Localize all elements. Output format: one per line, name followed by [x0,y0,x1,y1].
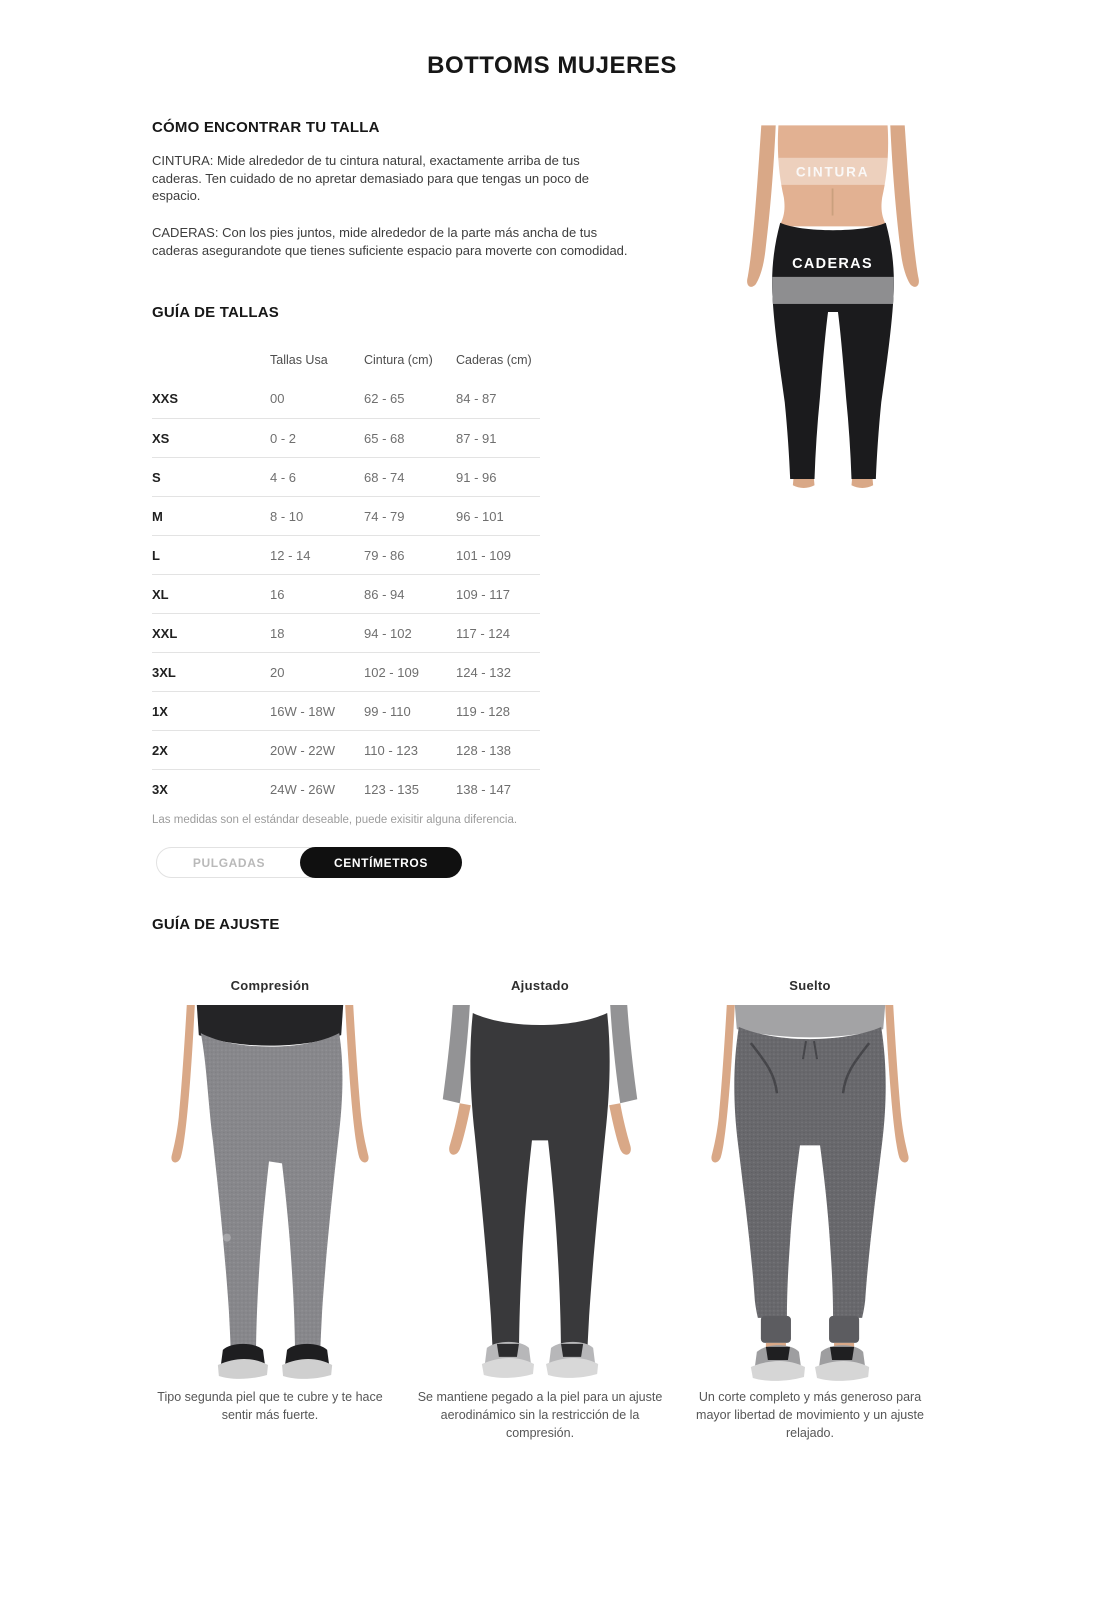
size-cell: 1X [152,703,168,719]
waist-cell: 102 - 109 [364,664,419,680]
hips-cell: 101 - 109 [456,547,511,563]
size-cell: XXL [152,625,178,641]
inches-toggle-button[interactable]: PULGADAS [192,855,266,870]
table-row [152,457,540,496]
units-toggle [156,847,462,878]
fit-guide-row [135,978,945,1442]
size-table-heading: GUÍA DE TALLAS [152,304,279,321]
size-cell: XXS [152,391,179,406]
hips-cell: 119 - 128 [456,703,510,719]
usa-cell: 20 [270,664,285,680]
table-row [152,535,540,574]
fit-column-fitted [405,978,675,1442]
hips-cell: 128 - 138 [456,742,511,758]
table-row [152,652,540,691]
usa-cell: 18 [270,625,285,641]
hips-cell: 91 - 96 [456,469,497,485]
hips-band-label: CADERAS [792,255,873,272]
size-cell: L [152,547,160,563]
table-row [152,691,540,730]
waist-cell: 79 - 86 [364,547,405,563]
loose-fit-image [704,1005,916,1381]
waist-cell: 62 - 65 [364,391,405,406]
table-row [152,379,540,418]
fit-label: Suelto [789,978,831,993]
size-cell: S [152,469,161,485]
size-table-header-row [152,340,540,379]
usa-cell: 16 [270,586,285,602]
hips-cell: 117 - 124 [456,625,510,641]
table-row [152,574,540,613]
measurement-figure-image [727,122,939,494]
waist-instructions: CINTURA: Mide alrededor de tu cintura natural, exactamente arriba de tus caderas. Ten cuidado de no apretar demasiado para que tengas un poco de espacio. [152,153,590,203]
hips-cell: 124 - 132 [456,664,511,680]
waist-cell: 123 - 135 [364,781,419,797]
size-cell: 2X [152,742,168,758]
fit-column-compression [135,978,405,1442]
compression-fit-image [164,1005,376,1381]
table-row [152,418,540,457]
waist-cell: 65 - 68 [364,430,405,446]
usa-column-header: Tallas Usa [270,352,328,367]
size-cell: M [152,508,163,524]
how-to-heading: CÓMO ENCONTRAR TU TALLA [152,119,380,136]
fit-label: Compresión [230,978,310,993]
waist-band-label: CINTURA [795,164,870,180]
usa-cell: 16W - 18W [270,703,336,719]
centimeters-toggle-button[interactable]: CENTÍMETROS [300,847,462,878]
hips-cell: 87 - 91 [456,430,497,446]
usa-cell: 20W - 22W [270,742,336,758]
table-row [152,769,540,808]
size-cell: XL [152,586,169,602]
hips-cell: 84 - 87 [456,391,497,406]
hips-cell: 109 - 117 [456,586,510,602]
usa-cell: 4 - 6 [270,469,297,485]
size-cell: 3XL [152,664,176,680]
size-table [152,340,540,808]
usa-cell: 12 - 14 [270,547,311,563]
fit-description: Tipo segunda piel que te cubre y te hace sentir más fuerte. [157,1390,383,1422]
usa-cell: 24W - 26W [270,781,336,797]
fit-description: Se mantiene pegado a la piel para un ajuste aerodinámico sin la restricción de la compresión. [417,1390,663,1440]
waist-cell: 110 - 123 [364,742,418,758]
hips-cell: 138 - 147 [456,781,511,797]
fit-label: Ajustado [510,978,569,993]
table-row [152,613,540,652]
fit-guide-heading: GUÍA DE AJUSTE [152,916,280,933]
hips-cell: 96 - 101 [456,508,504,524]
size-cell: XS [152,430,170,446]
page-title: BOTTOMS MUJERES [427,52,677,79]
table-row [152,496,540,535]
usa-cell: 00 [270,391,285,406]
waist-cell: 99 - 110 [364,703,411,719]
waist-cell: 74 - 79 [364,508,405,524]
measurements-note: Las medidas son el estándar deseable, puede exisitir alguna diferencia. [152,814,518,826]
usa-cell: 8 - 10 [270,508,304,524]
waist-cell: 86 - 94 [364,586,405,602]
table-row [152,730,540,769]
size-cell: 3X [152,781,168,797]
waist-column-header: Cintura (cm) [364,352,433,367]
hips-column-header: Caderas (cm) [456,352,532,367]
fit-column-loose [675,978,945,1442]
waist-cell: 94 - 102 [364,625,412,641]
hips-instructions: CADERAS: Con los pies juntos, mide alrededor de la parte más ancha de tus caderas asegurandote que tienes suficiente espacio para moverte con comodidad. [152,225,628,258]
fit-description: Un corte completo y más generoso para mayor libertad de movimiento y un ajuste relajado. [696,1390,924,1440]
waist-cell: 68 - 74 [364,469,405,485]
fitted-fit-image [434,1005,646,1381]
usa-cell: 0 - 2 [270,430,297,446]
